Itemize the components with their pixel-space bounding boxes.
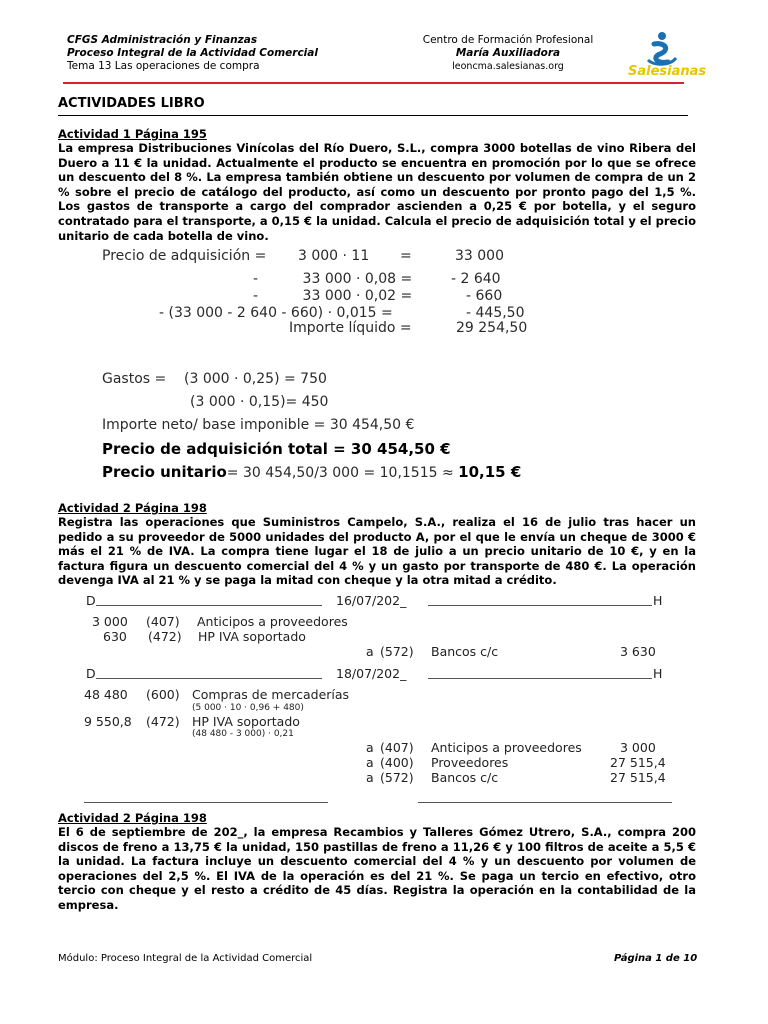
calc-r3-expr: - 33 000 · 0,02 = (253, 288, 413, 304)
footer-page-number: Página 1 de 10 (614, 953, 698, 964)
c1-a: a (366, 644, 374, 659)
c1-code: (572) (380, 644, 414, 659)
unit-price-label: Precio unitario (102, 463, 227, 481)
activity-3-title: Actividad 2 Página 198 (58, 811, 207, 825)
e2-note-1: (5 000 · 10 · 0,96 + 480) (192, 703, 304, 713)
activity-1-statement: La empresa Distribuciones Vinícolas del Río Duero, S.L., compra 3000 botellas de vino Ribera del Duero a 11 € la unidad. Actualmente el producto se encuentra en promoción por lo que se ofrece un descuento del 8 %. La empresa también obtiene un descuento por volumen de compra de un 2 % sobre el precio de catálogo del producto, así como un descuento por pronto pago del 1,5 %. Los gastos de transporte a cargo del comprador ascienden a 0,25 € por botella, y el seguro contratado para el transporte, a 0,15 € la unidad. Calcula el precio de adquisición total y el precio unitario de cada botella de vino. (58, 141, 696, 243)
journal-closing-rule (84, 802, 328, 803)
e2-account-2: HP IVA soportado (192, 714, 300, 729)
header-url[interactable]: leoncma.salesianas.org (452, 61, 564, 72)
e2-note-2: (48 480 - 3 000) · 0,21 (192, 729, 294, 739)
salesianas-logo (626, 30, 707, 82)
e2-code-2: (472) (146, 714, 180, 729)
c2-a-2: a (366, 755, 374, 770)
journal-date-2: 18/07/202_ (336, 666, 407, 681)
journal-debit-mark: D (86, 593, 96, 608)
calc-r1-expr: 3 000 · 11 (298, 248, 370, 264)
calc-r5-expr: Importe líquido = (289, 320, 412, 336)
c1-amount: 3 630 (620, 644, 656, 659)
c2-code-2: (400) (380, 755, 414, 770)
c2-amount-1: 3 000 (620, 740, 656, 755)
e1-amount-2: 630 (103, 629, 127, 644)
journal-rule (428, 678, 652, 679)
c2-a-3: a (366, 770, 374, 785)
activity-3-statement: El 6 de septiembre de 202_, la empresa Recambios y Talleres Gómez Utrero, S.A., compra 200 discos de freno a 13,75 € la unidad, 150 pastillas de freno a 11,26 € y 100 filtros de aceite a 5,5 € la unidad. La factura incluye un descuento comercial del 4 % y un descuento por volumen de operaciones del 2,5 %. El IVA de la operación es del 21 %. Se paga un tercio en efectivo, otro tercio con cheque y el resto a crédito de 45 días. Registra la operación en la contabilidad de la empresa. (58, 825, 696, 912)
c2-code-1: (407) (380, 740, 414, 755)
logo-text: Salesianas (628, 64, 707, 79)
journal-rule (96, 605, 322, 606)
total-acquisition-price: Precio de adquisición total = 30 454,50 € (102, 440, 451, 458)
gastos-transport: (3 000 · 0,25) = 750 (184, 371, 327, 387)
c2-account-3: Bancos c/c (431, 770, 499, 785)
section-rule (58, 115, 688, 116)
calc-r2-val: - 2 640 (451, 271, 501, 287)
e1-account-1: Anticipos a proveedores (197, 614, 348, 629)
e1-code-2: (472) (148, 629, 182, 644)
net-amount: Importe neto/ base imponible = 30 454,50 € (102, 417, 415, 433)
journal-credit-mark: H (653, 666, 663, 681)
header-center-name: Centro de Formación Profesional (422, 34, 594, 46)
header-rule (63, 82, 684, 84)
activity-1-title: Actividad 1 Página 195 (58, 127, 207, 141)
c1-account: Bancos c/c (431, 644, 499, 659)
activity-2-title: Actividad 2 Página 198 (58, 501, 207, 515)
c2-amount-2: 27 515,4 (610, 755, 666, 770)
calc-r3-val: - 660 (466, 288, 503, 304)
journal-closing-rule (418, 802, 672, 803)
unit-price-value: 10,15 € (458, 463, 522, 481)
c2-a-1: a (366, 740, 374, 755)
header-topic: Tema 13 Las operaciones de compra (67, 60, 260, 72)
e1-amount-1: 3 000 (92, 614, 128, 629)
c2-amount-3: 27 515,4 (610, 770, 666, 785)
c2-account-2: Proveedores (431, 755, 509, 770)
header-module: Proceso Integral de la Actividad Comercial (67, 47, 318, 59)
calc-r1-val: 33 000 (455, 248, 504, 264)
journal-date-1: 16/07/202_ (336, 593, 407, 608)
e1-account-2: HP IVA soportado (198, 629, 306, 644)
gastos-insurance: (3 000 · 0,15)= 450 (190, 394, 329, 410)
unit-price-line (102, 464, 521, 482)
header-school-name: María Auxiliadora (455, 47, 561, 59)
e2-account-1: Compras de mercaderías (192, 687, 350, 702)
gastos-label: Gastos = (102, 371, 167, 387)
unit-price-expr: = 30 454,50/3 000 = 10,1515 ≈ (226, 465, 459, 481)
calc-r2-expr: - 33 000 · 0,08 = (253, 271, 413, 287)
journal-rule (428, 605, 652, 606)
e2-code-1: (600) (146, 687, 180, 702)
journal-credit-mark: H (653, 593, 663, 608)
calc-r4-expr: - (33 000 - 2 640 - 660) · 0,015 = (159, 305, 393, 321)
journal-rule (96, 678, 322, 679)
section-title: ACTIVIDADES LIBRO (58, 96, 205, 111)
activity-2-statement: Registra las operaciones que Suministros Campelo, S.A., realiza el 16 de julio tras hacer un pedido a su proveedor de 5000 unidades del producto A, por el que le envía un cheque de 3000 € más el 21 % de IVA. La compra tiene lugar el 18 de julio a un precio unitario de 10 €, y en la factura figura un descuento comercial del 4 % y un gasto por transporte de 480 €. La operación devenga IVA al 21 % y se paga la mitad con cheque y la otra mitad a crédito. (58, 515, 696, 588)
calc-r1-eq: = (400, 248, 412, 264)
e2-amount-1: 48 480 (84, 687, 128, 702)
c2-code-3: (572) (380, 770, 414, 785)
calc-label: Precio de adquisición = (102, 248, 267, 264)
e1-code-1: (407) (146, 614, 180, 629)
calc-r5-val: 29 254,50 (456, 320, 528, 336)
e2-amount-2: 9 550,8 (84, 714, 132, 729)
footer-module: Módulo: Proceso Integral de la Actividad Comercial (58, 953, 313, 964)
calc-r4-val: - 445,50 (466, 305, 525, 321)
journal-debit-mark: D (86, 666, 96, 681)
header-course: CFGS Administración y Finanzas (67, 34, 258, 46)
c2-account-1: Anticipos a proveedores (431, 740, 582, 755)
